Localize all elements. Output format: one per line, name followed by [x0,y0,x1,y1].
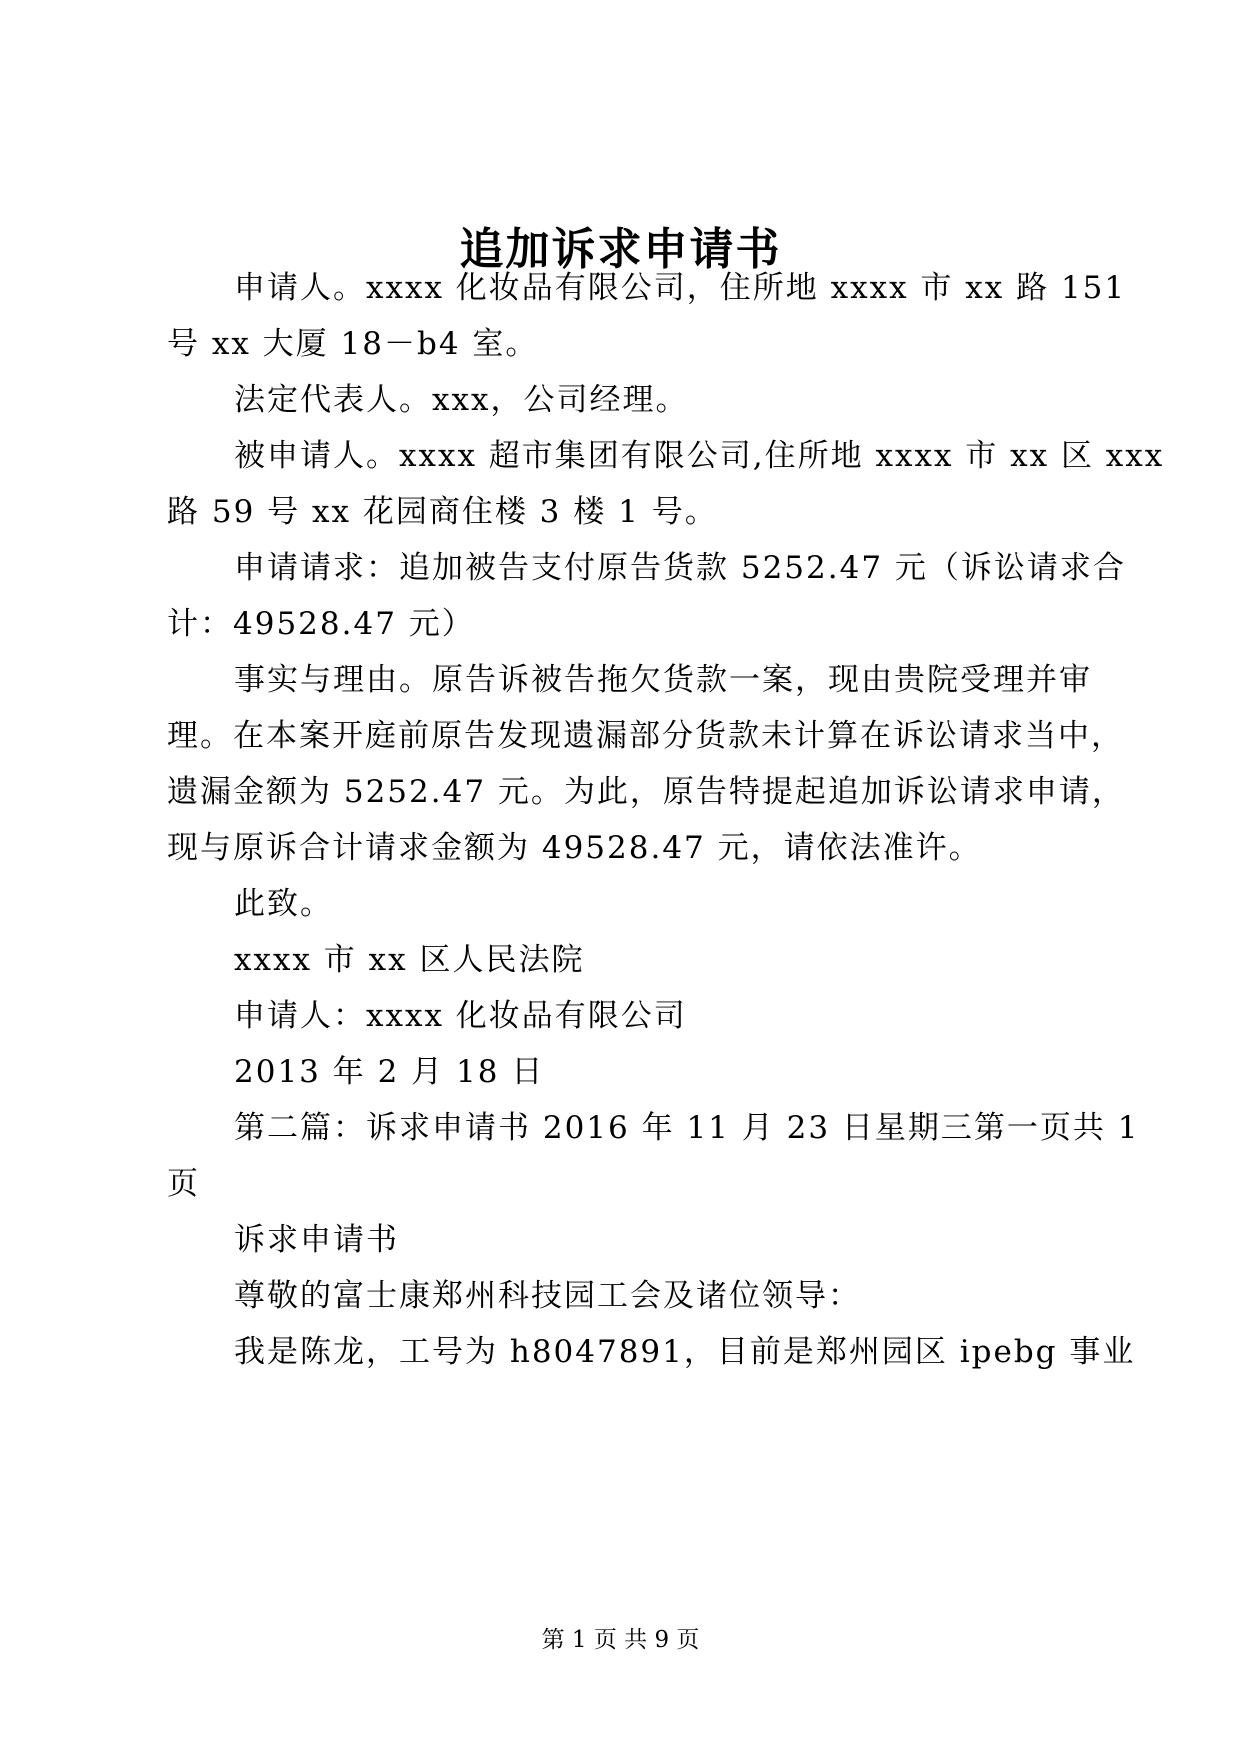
facts-line-4: 现与原诉合计请求金额为 49528.47 元，请依法准许。 [167,830,982,866]
facts-line-2: 理。在本案开庭前原告发现遗漏部分货款未计算在诉讼请求当中， [167,718,1124,754]
date-line: 2013 年 2 月 18 日 [234,1054,545,1090]
introduction-line: 我是陈龙，工号为 h8047891，目前是郑州园区 ipebg 事业 [234,1334,1136,1370]
applicant-line-1: 申请人。xxxx 化妆品有限公司，住所地 xxxx 市 xx 路 151 [234,270,1127,306]
document-title: 追加诉求申请书 [459,224,782,275]
legal-representative-line: 法定代表人。xxx，公司经理。 [234,382,689,418]
facts-line-3: 遗漏金额为 5252.47 元。为此，原告特提起追加诉讼请求申请， [167,774,1125,810]
facts-line-1: 事实与理由。原告诉被告拖欠货款一案，现由贵院受理并审 [234,662,1092,698]
greeting-line: 尊敬的富士康郑州科技园工会及诸位领导： [234,1278,861,1314]
salutation-line: 此致。 [234,886,333,922]
second-article-line-1: 第二篇：诉求申请书 2016 年 11 月 23 日星期三第一页共 1 [234,1110,1140,1146]
page-number-footer: 第 1 页 共 9 页 [541,1627,700,1653]
second-article-heading: 诉求申请书 [234,1222,399,1258]
request-line-1: 申请请求：追加被告支付原告货款 5252.47 元（诉讼请求合 [234,550,1126,586]
signature-line: 申请人：xxxx 化妆品有限公司 [234,998,687,1034]
court-line: xxxx 市 xx 区人民法院 [234,942,585,978]
applicant-line-2: 号 xx 大厦 18－b4 室。 [167,326,539,362]
second-article-line-2: 页 [167,1166,200,1202]
respondent-line-1: 被申请人。xxxx 超市集团有限公司,住所地 xxxx 市 xx 区 xxx [234,438,1165,474]
respondent-line-2: 路 59 号 xx 花园商住楼 3 楼 1 号。 [167,494,718,530]
request-line-2: 计：49528.47 元） [167,606,475,642]
